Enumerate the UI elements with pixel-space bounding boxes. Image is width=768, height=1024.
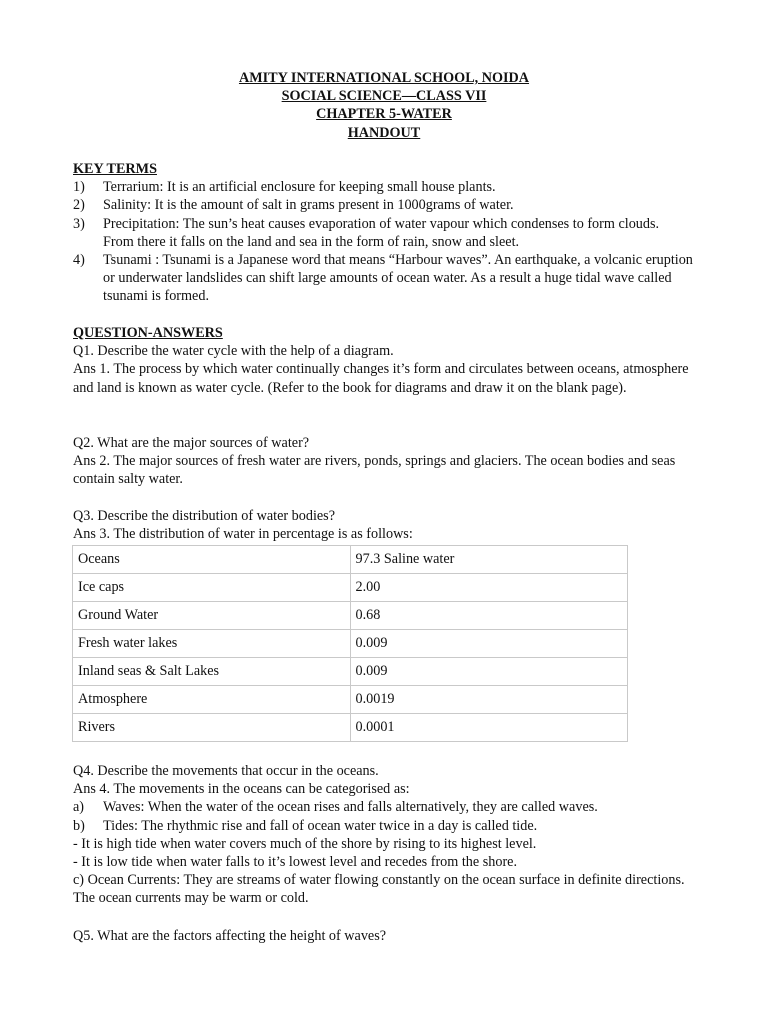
table-cell-body: Ground Water [73,602,351,630]
list-text: Tides: The rhythmic rise and fall of ocean water twice in a day is called tide. [103,817,538,834]
subject-title: SOCIAL SCIENCE—CLASS VII [281,88,487,105]
list-item [73,251,693,306]
table-row [73,686,628,714]
table-cell-body: Atmosphere [73,686,351,714]
list-text: Tsunami : Tsunami is a Japanese word that means “Harbour waves”. An earthquake, a volcanic eruption or underwater landslides can shift large amounts of ocean water. As a result a huge tidal wave called tsunami is formed. [103,252,693,305]
list-item [73,798,693,816]
table-cell-value: 0.68 [350,602,628,630]
table-cell-value: 97.3 Saline water [350,546,628,574]
table-row [73,658,628,686]
table-row [73,630,628,658]
table-cell-body: Ice caps [73,574,351,602]
list-item [73,178,693,196]
question-2: Q2. What are the major sources of water? [73,435,310,451]
qa-section-1 [73,324,693,397]
list-item [73,196,693,214]
table-cell-value: 2.00 [350,574,628,602]
list-text: Salinity: It is the amount of salt in grams present in 1000grams of water. [103,197,514,214]
table-cell-body: Rivers [73,714,351,742]
table-row [73,714,628,742]
list-number: 2) [73,197,85,214]
document-header [0,69,768,142]
list-number: 4) [73,252,85,269]
list-item [73,817,693,835]
table-cell-value: 0.009 [350,630,628,658]
water-distribution-table [72,545,628,742]
list-number: 1) [73,179,85,196]
table-cell-body: Oceans [73,546,351,574]
list-text: Terrarium: It is an artificial enclosure for keeping small house plants. [103,179,496,196]
table-cell-body: Fresh water lakes [73,630,351,658]
document-type: HANDOUT [347,124,421,141]
key-terms-heading: KEY TERMS [73,161,157,177]
qa-section-5 [73,927,693,945]
list-number: 3) [73,215,85,232]
low-tide-note: - It is low tide when water falls to it’s lowest level and recedes from the shore. [73,854,518,871]
question-4: Q4. Describe the movements that occur in the oceans. [73,763,379,779]
school-name: AMITY INTERNATIONAL SCHOOL, NOIDA [238,70,530,86]
answer-3: Ans 3. The distribution of water in percentage is as follows: [73,526,413,543]
answer-4: Ans 4. The movements in the oceans can be categorised as: [73,781,410,798]
table-cell-value: 0.0019 [350,686,628,714]
list-item [73,215,693,251]
answer-1: Ans 1. The process by which water continually changes it’s form and circulates between oceans, atmosphere and land is known as water cycle. (Refer to the book for diagrams and draw it on the blank page). [73,361,689,396]
qa-section-3 [73,507,693,543]
list-label: a) [73,799,85,816]
key-terms-section [73,160,693,306]
chapter-title: CHAPTER 5-WATER [316,106,452,123]
answer-2: Ans 2. The major sources of fresh water are rivers, ponds, springs and glaciers. The ocean bodies and seas contain salty water. [73,453,676,488]
table-row [73,574,628,602]
table-cell-body: Inland seas & Salt Lakes [73,658,351,686]
question-3: Q3. Describe the distribution of water bodies? [73,508,336,524]
list-text: Precipitation: The sun’s heat causes evaporation of water vapour which condenses to form clouds. From there it falls on the land and sea in the form of rain, snow and sleet. [103,215,660,250]
question-5: Q5. What are the factors affecting the height of waves? [73,928,387,944]
ocean-movements-list [73,798,693,834]
qa-heading: QUESTION-ANSWERS [73,325,223,341]
qa-section-4 [73,762,693,908]
high-tide-note: - It is high tide when water covers much of the shore by rising to its highest level. [73,835,537,852]
qa-section-2 [73,434,693,489]
list-text: Waves: When the water of the ocean rises and falls alternatively, they are called waves. [103,799,598,816]
table-cell-value: 0.0001 [350,714,628,742]
table-cell-value: 0.009 [350,658,628,686]
table-row [73,602,628,630]
question-1: Q1. Describe the water cycle with the help of a diagram. [73,343,394,360]
table-row [73,546,628,574]
ocean-currents-note: c) Ocean Currents: They are streams of water flowing constantly on the ocean surface in definite directions. The ocean currents may be warm or cold. [73,872,685,907]
list-label: b) [73,817,85,834]
key-terms-list [73,178,693,305]
